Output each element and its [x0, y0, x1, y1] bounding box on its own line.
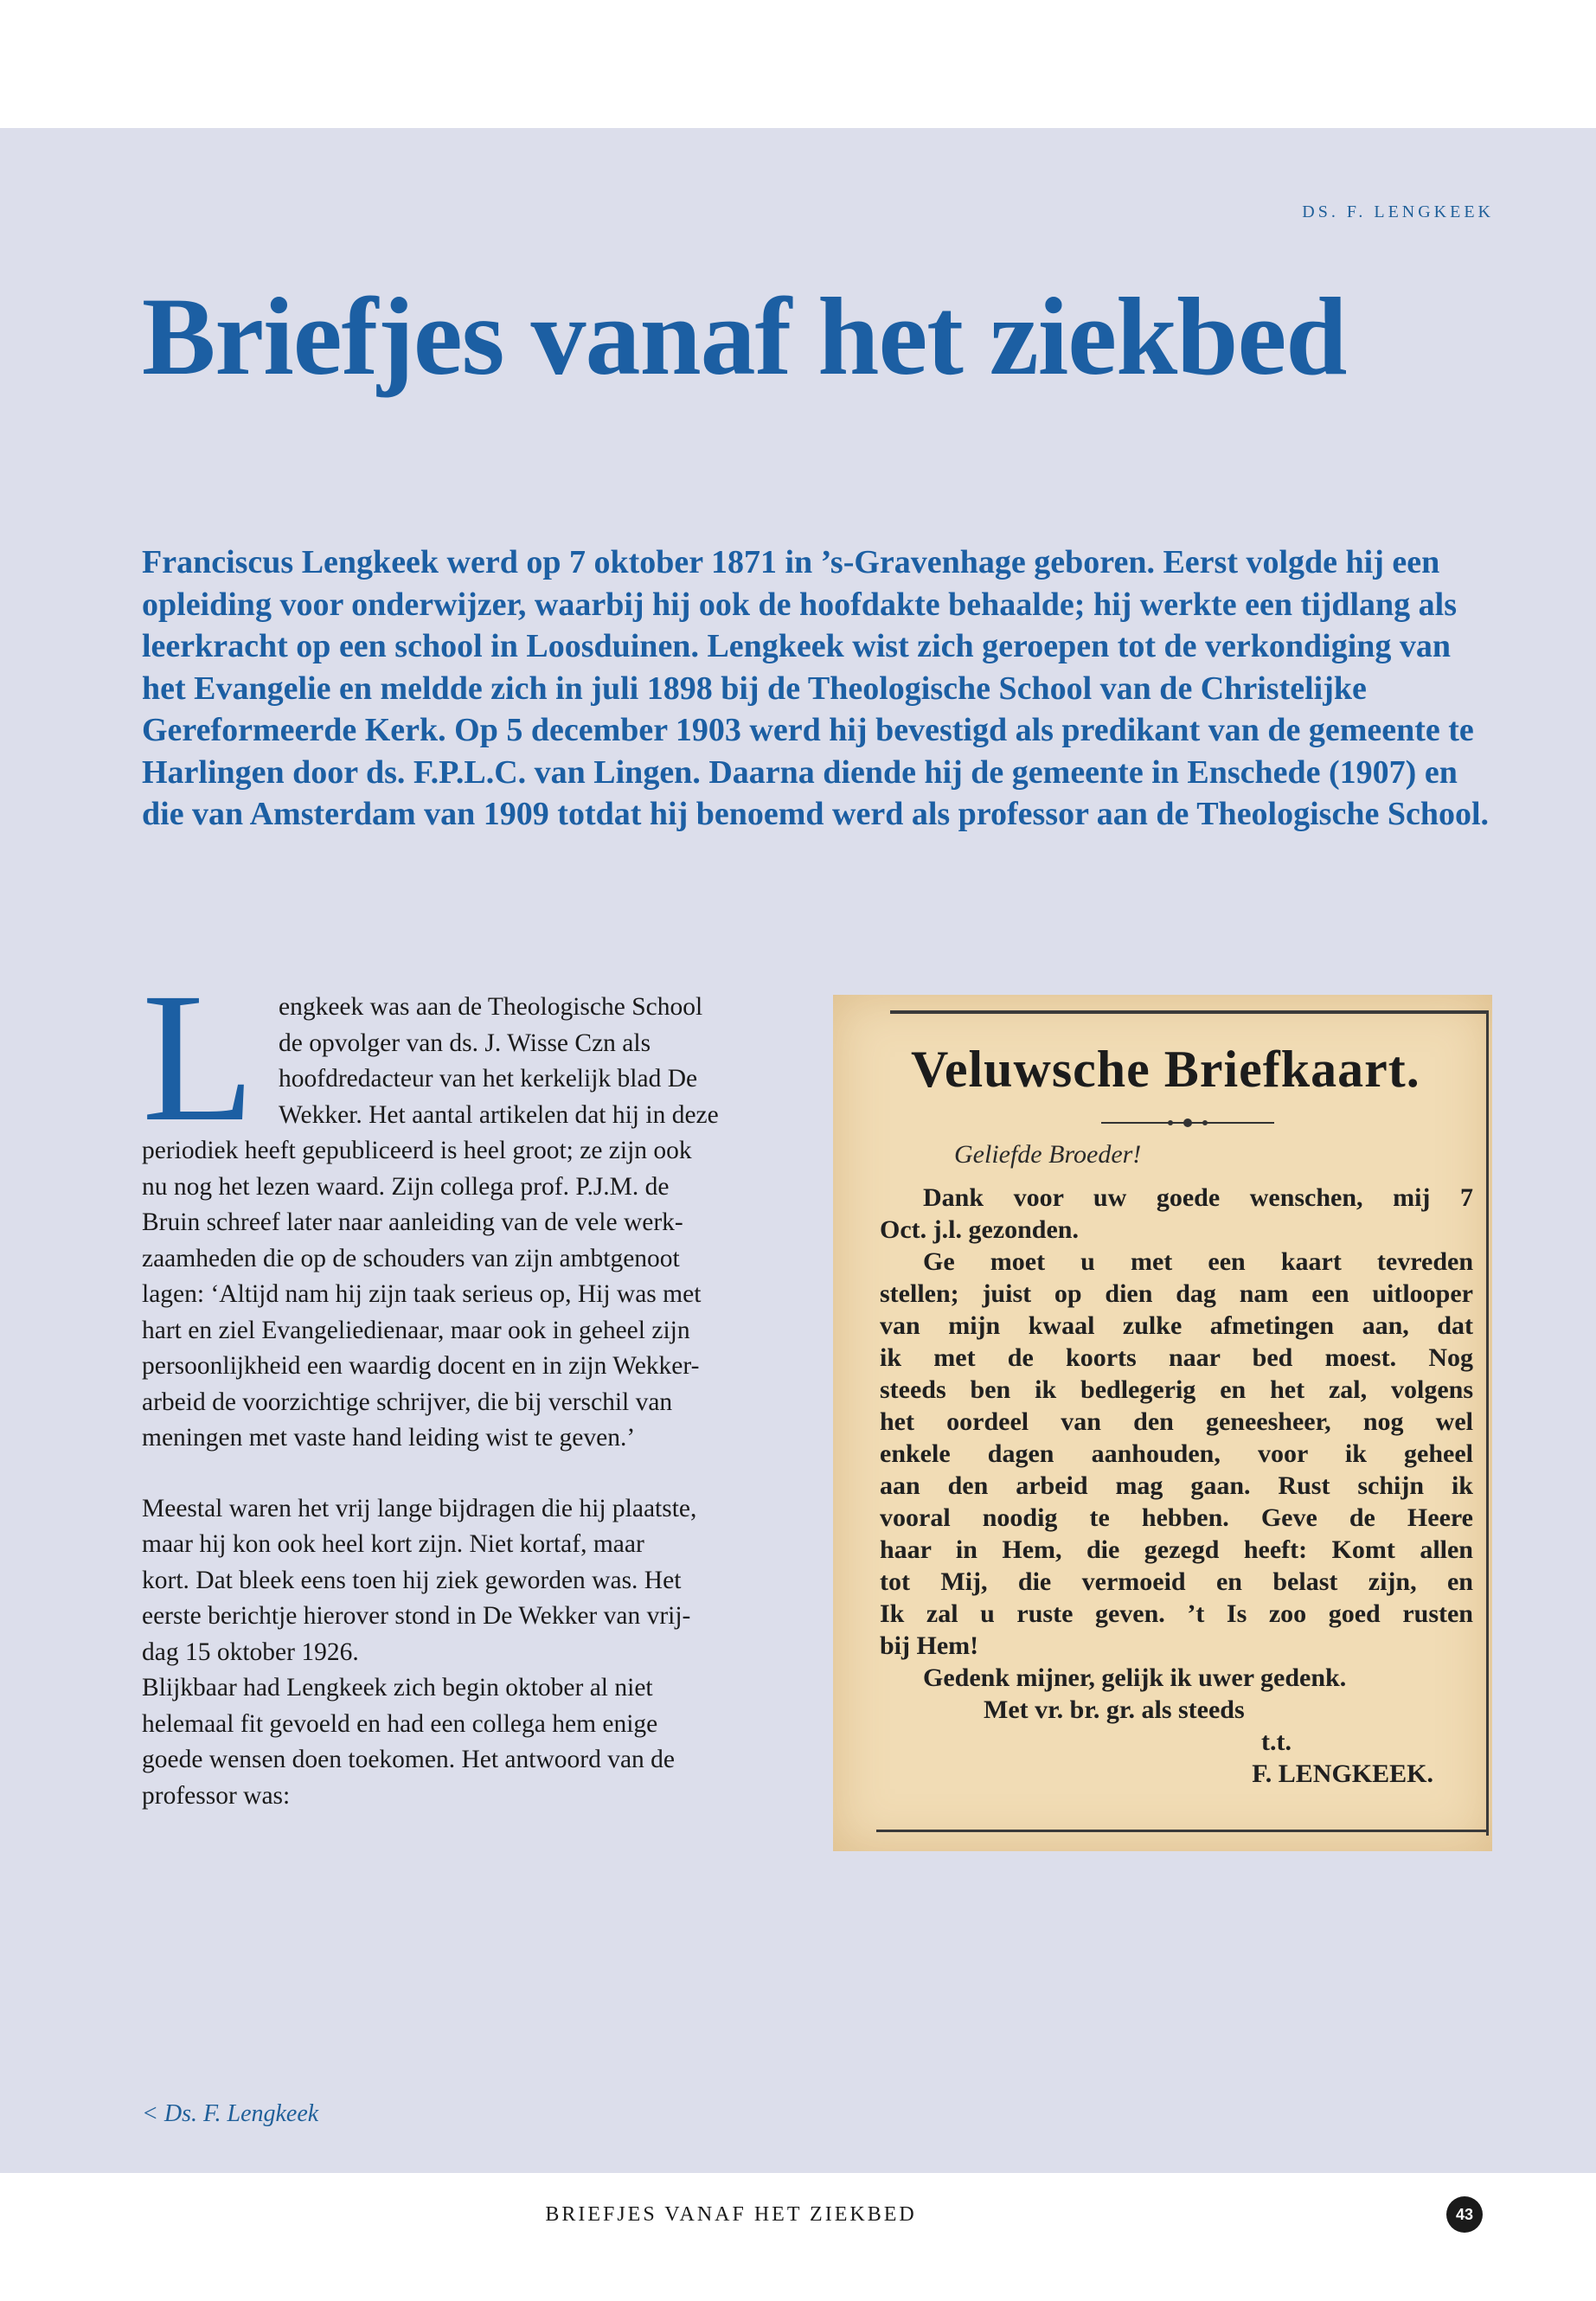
clipping-line: Gedenk mijner, gelijk ik uwer gedenk.	[923, 1663, 1347, 1692]
text-line: zaamheden die op de schouders van zijn ambtgenoot	[142, 1244, 680, 1272]
clipping-top-rule	[890, 1010, 1489, 1014]
clipping-line: bij Hem!	[880, 1631, 979, 1660]
paragraph-gap	[142, 1457, 792, 1491]
text-line: eerste berichtje hierover stond in De Wekker van vrij-	[142, 1602, 691, 1630]
newspaper-clipping	[833, 995, 1492, 1851]
text-line: arbeid de voorzichtige schrijver, die bij verschil van	[142, 1388, 673, 1416]
text-line: helemaal fit gevoeld en had een collega hem enige	[142, 1709, 658, 1738]
text-line: meningen met vaste hand leiding wist te geven.’	[142, 1424, 636, 1452]
clipping-line: Ik zal u ruste geven. ’t Is zoo goed rusten	[880, 1599, 1473, 1628]
paragraph-2	[142, 1491, 792, 1815]
clipping-line: Dank voor uw goede wenschen, mij 7	[923, 1183, 1473, 1212]
ornament-icon	[1101, 1114, 1274, 1131]
clipping-line: Ge moet u met een kaart tevreden	[923, 1247, 1473, 1276]
text-line: maar hij kon ook heel kort zijn. Niet kortaf, maar	[142, 1530, 644, 1558]
article-title: Briefjes vanaf het ziekbed	[142, 275, 1347, 398]
running-head: DS. F. LENGKEEK	[1302, 202, 1494, 221]
body-text	[142, 955, 792, 1814]
text-line: hoofdredacteur van het kerkelijk blad De	[279, 1065, 698, 1093]
text-line: dag 15 oktober 1926.	[142, 1638, 359, 1666]
text-line: periodiek heeft gepubliceerd is heel groot; ze zijn ook	[142, 1137, 692, 1164]
text-line: Meestal waren het vrij lange bijdragen die hij plaatste,	[142, 1494, 697, 1522]
footer-title: BRIEFJES VANAF HET ZIEKBED	[545, 2203, 917, 2226]
text-line: hart en ziel Evangeliedienaar, maar ook in geheel zijn	[142, 1316, 690, 1344]
clipping-line: tot Mij, die vermoeid en belast zijn, en	[880, 1567, 1473, 1596]
drop-cap: L	[142, 955, 255, 1160]
text-line: Blijkbaar had Lengkeek zich begin oktober al niet	[142, 1674, 653, 1702]
clipping-line: ik met de koorts naar bed moest. Nog	[880, 1343, 1473, 1372]
clipping-bottom-rule	[876, 1830, 1489, 1832]
page-number-badge: 43	[1446, 2196, 1483, 2233]
clipping-line: vooral noodig te hebben. Geve de Heere	[880, 1503, 1473, 1532]
text-line: goede wensen doen toekomen. Het antwoord van de	[142, 1746, 676, 1773]
clipping-line: het oordeel van den geneesheer, nog wel	[880, 1407, 1473, 1436]
text-line: kort. Dat bleek eens toen hij ziek geworden was. Het	[142, 1566, 682, 1594]
text-line: lagen: ‘Altijd nam hij zijn taak serieus op, Hij was met	[142, 1280, 702, 1308]
clipping-line: steeds ben ik bedlegerig en het zal, volgens	[880, 1375, 1473, 1404]
clipping-line: Met vr. br. gr. als steeds	[984, 1695, 1245, 1724]
text-line: professor was:	[142, 1781, 291, 1810]
text-line: engkeek was aan de Theologische School	[279, 993, 703, 1021]
clipping-line: van mijn kwaal zulke afmetingen aan, dat	[880, 1311, 1473, 1340]
clipping-text	[880, 1182, 1473, 1790]
clipping-line: aan den arbeid mag gaan. Rust schijn ik	[880, 1471, 1473, 1500]
clipping-line: haar in Hem, die gezegd heeft: Komt allen	[880, 1535, 1473, 1564]
clipping-greeting: Geliefde Broeder!	[954, 1140, 1142, 1169]
text-line: de opvolger van ds. J. Wisse Czn als	[279, 1029, 651, 1057]
intro-paragraph: Franciscus Lengkeek werd op 7 oktober 1871 in ’s-Gravenhage geboren. Eerst volgde hij een opleiding voor onderwijzer, waarbij hij ook de hoofdakte behaalde; hij werkte een tijdlang als leerkracht op een school in Loosduinen. Lengkeek wist zich geroepen tot de verkondiging van het Evangelie en meldde zich in juli 1898 bij de Theologische School van de Christelijke Gereformeerde Kerk. Op 5 december 1903 werd hij bevestigd als predikant van de gemeente te Harlingen door ds. F.P.L.C. van Lingen. Daarna diende hij de gemeente in Enschede (1907) en die van Amsterdam van 1909 totdat hij benoemd werd als professor aan de Theologische School.	[142, 544, 1490, 832]
clipping-line: t.t.	[1261, 1727, 1292, 1756]
text-line: persoonlijkheid een waardig docent en in zijn Wekker-	[142, 1352, 700, 1380]
clipping-side-rule	[1486, 1010, 1489, 1836]
clipping-signature: F. LENGKEEK.	[1252, 1759, 1433, 1788]
clipping-line: enkele dagen aanhouden, voor ik geheel	[880, 1439, 1473, 1468]
text-line: nu nog het lezen waard. Zijn collega prof. P.J.M. de	[142, 1172, 670, 1201]
text-line: Wekker. Het aantal artikelen dat hij in deze	[279, 1100, 719, 1129]
page	[0, 128, 1596, 2226]
clipping-line: stellen; juist op dien dag nam een uitlooper	[880, 1279, 1473, 1308]
text-line: Bruin schreef later naar aanleiding van de vele werk-	[142, 1208, 683, 1236]
clipping-line: Oct. j.l. gezonden.	[880, 1215, 1079, 1244]
clipping-heading: Veluwsche Briefkaart.	[911, 1041, 1420, 1098]
image-caption: < Ds. F. Lengkeek	[142, 2100, 319, 2127]
